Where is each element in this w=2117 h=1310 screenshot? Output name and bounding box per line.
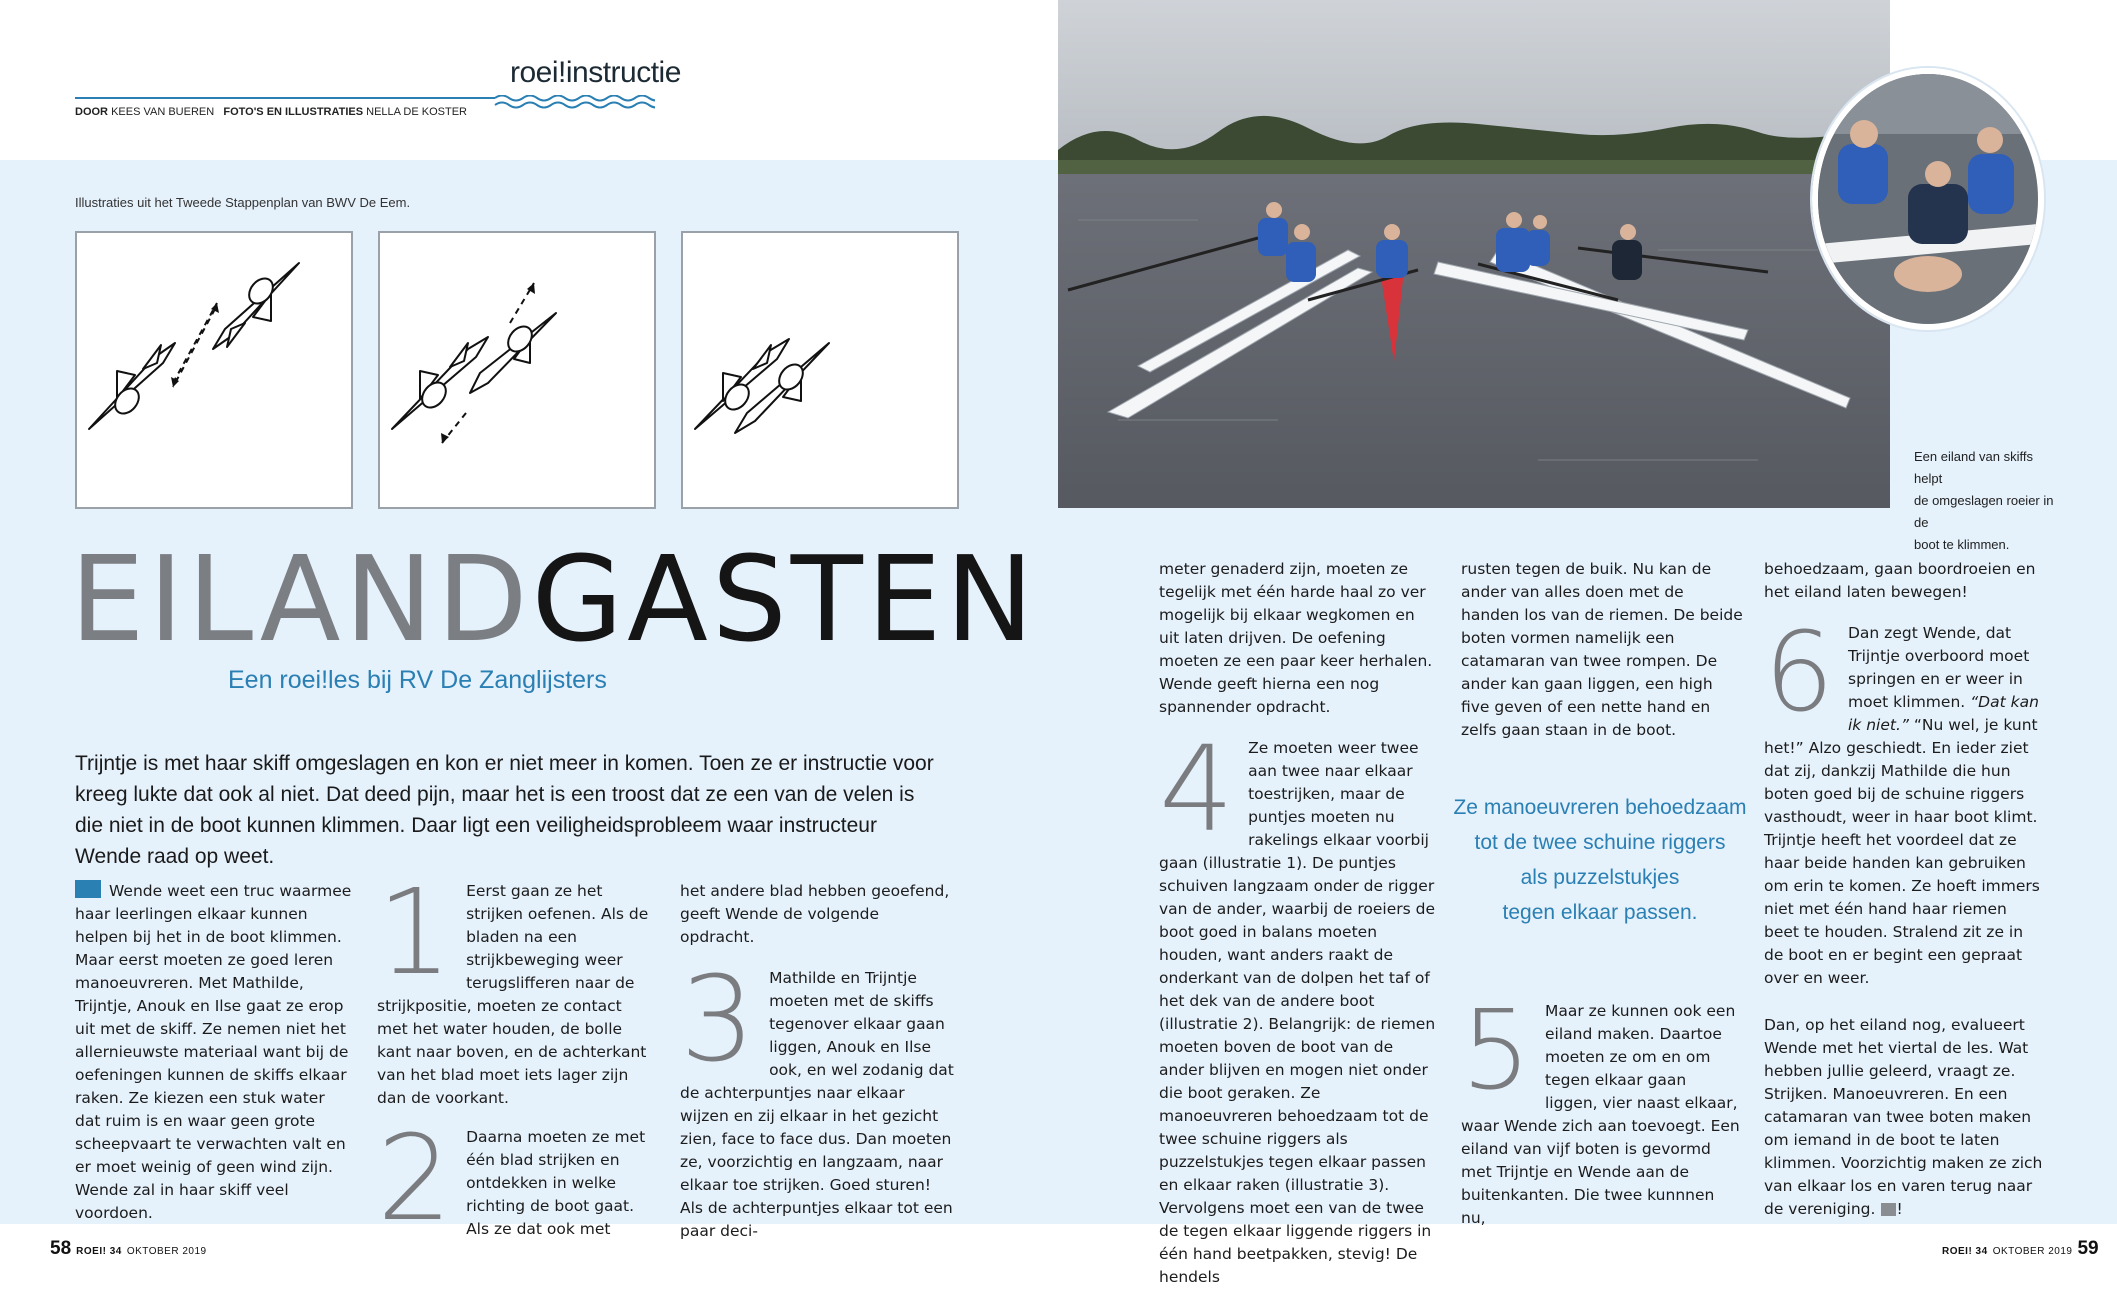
illustration-1 bbox=[75, 231, 353, 509]
magazine-name-left: ROEI! 34 bbox=[76, 1246, 122, 1257]
step-4-number: 4 bbox=[1159, 720, 1235, 858]
column-6 bbox=[1764, 558, 2046, 1221]
photo-caption bbox=[1914, 446, 2064, 556]
article-title-part2: GASTEN bbox=[531, 530, 1038, 668]
page-number-right: 59 bbox=[2077, 1238, 2099, 1259]
column-1-text bbox=[75, 880, 355, 1225]
footer-right bbox=[1942, 1238, 2099, 1260]
step-3-number: 3 bbox=[680, 950, 756, 1088]
article-title-part1: EILAND bbox=[70, 530, 532, 668]
footer-left bbox=[50, 1238, 207, 1260]
page-number-left: 58 bbox=[50, 1238, 72, 1259]
step-6-text-b: “Nu wel, je kunt het!” Alzo geschiedt. En ieder ziet dat zij, dankzij Mathilde die hun boten goed bij de schuine riggers vasthoudt, weer in haar boot klimt. Trijntje heeft het voordeel dat ze haar beide handen kan gebruiken om erin te komen. Ze hoeft immers niet met één hand haar riemen beet te houden. Stralend zit ze in de boot en er begint een gepraat over en weer. bbox=[1764, 716, 2040, 987]
pull-quote-line: tegen elkaar passen. bbox=[1502, 901, 1698, 924]
article-intro: Trijntje is met haar skiff omgeslagen en kon er niet meer in komen. Toen ze er instructie voor kreeg lukte dat ook al niet. Dat deed pijn, maar het is een troost dat ze een van de velen is die niet in de boot kunnen klimmen. Daar ligt een veiligheidsprobleem waar instructeur Wende raad op weet. bbox=[75, 752, 934, 868]
pull-quote-line: als puzzelstukjes bbox=[1520, 866, 1680, 889]
byline-author: KEES VAN BUEREN bbox=[111, 106, 215, 118]
column-1-paragraph: Wende weet een truc waarmee haar leerlingen elkaar kunnen helpen bij het in de boot klimmen. Maar eerst moeten ze goed leren manoeuvreren. Met Mathilde, Trijntje, Anouk en Ilse gaat ze erop uit met de skiff. Ze nemen niet het allernieuwste materiaal want bij de oefeningen kunnen de skiffs elkaar raken. Ze kiezen een stuk water dat ruim is en waar geen grote scheepvaart te verwachten valt en er moet weinig of geen wind zijn. Wende zal in haar skiff veel voordoen. bbox=[75, 882, 352, 1222]
column-3-top: het andere blad hebben geoefend, geeft Wende de volgende opdracht. bbox=[680, 882, 950, 946]
step-5-text: Maar ze kunnen ook een eiland maken. Daartoe moeten ze om en om tegen elkaar gaan liggen, vier naast elkaar, waar Wende zich aan toevoegt. Een eiland van vijf boten is gevormd met Trijntje en Wende aan de buitenkanten. Die twee kunnnen nu, bbox=[1461, 1002, 1740, 1227]
step-2 bbox=[377, 1109, 653, 1247]
step-3 bbox=[680, 950, 956, 1243]
column-5-top: rusten tegen de buik. Nu kan de ander van alles doen met de handen los van de riemen. De beide boten vormen namelijk een catamaran van twee rompen. De ander kan gaan liggen, een high five geven of een nette hand en zelfs gaan staan in de boot. bbox=[1461, 560, 1743, 739]
article-title bbox=[70, 530, 1038, 668]
rowing-photo-drawing bbox=[1058, 0, 1890, 508]
column-4 bbox=[1159, 558, 1437, 1289]
step-2-number: 2 bbox=[377, 1109, 453, 1247]
byline-photographer: NELLA DE KOSTER bbox=[366, 106, 467, 118]
photo-caption-line: Een eiland van skiffs helpt bbox=[1914, 449, 2033, 486]
step-6-number: 6 bbox=[1764, 608, 1834, 736]
step-1-text: Eerst gaan ze het strijken oefenen. Als de bladen na een strijkbeweging weer terugslifferen naar de strijkpositie, moeten ze contact met het water houden, de bolle kant naar boven, en de achterkant van het blad moet iets lager zijn dan de voorkant. bbox=[377, 882, 649, 1107]
wave-icon bbox=[75, 880, 101, 898]
step-1 bbox=[377, 863, 653, 1110]
step-5-number: 5 bbox=[1461, 986, 1531, 1114]
pull-quote-line: Ze manoeuvreren behoedzaam bbox=[1453, 796, 1747, 819]
closing-end: ! bbox=[1896, 1200, 1903, 1218]
byline-photos-label: FOTO'S EN ILLUSTRATIES bbox=[223, 106, 364, 118]
column-3 bbox=[680, 880, 956, 1243]
column-2 bbox=[377, 863, 653, 1247]
closing-paragraph bbox=[1764, 1014, 2046, 1221]
byline bbox=[75, 106, 467, 118]
illustration-3 bbox=[681, 231, 959, 509]
column-5-bottom bbox=[1461, 986, 1743, 1230]
step-4 bbox=[1159, 720, 1437, 1289]
column-1 bbox=[75, 880, 355, 1225]
photo-caption-line: de omgeslagen roeier in de bbox=[1914, 493, 2054, 530]
column-6-top: behoedzaam, gaan boordroeien en het eiland laten bewegen! bbox=[1764, 560, 2036, 601]
illustrations-caption: Illustraties uit het Tweede Stappenplan van BWV De Eem. bbox=[75, 195, 411, 210]
step-6-quote: “Dat kan ik niet.” bbox=[1848, 693, 2039, 734]
step-6 bbox=[1764, 608, 2046, 990]
inset-photo-drawing bbox=[1818, 74, 2038, 324]
photo-caption-line: boot te klimmen. bbox=[1914, 537, 2010, 552]
column-5 bbox=[1461, 558, 1743, 742]
magazine-name-right: ROEI! 34 bbox=[1942, 1246, 1988, 1257]
illustration-1-drawing bbox=[77, 233, 351, 507]
step-5 bbox=[1461, 986, 1743, 1230]
end-mark-icon bbox=[1881, 1203, 1896, 1216]
article-subtitle: Een roei!les bij RV De Zanglijsters bbox=[228, 666, 607, 694]
column-4-top: meter genaderd zijn, moeten ze tegelijk met één harde haal zo ver mogelijk bij elkaar wegkomen en uit laten drijven. De oefening moeten ze een paar keer herhalen. Wende geeft hierna een nog spannender opdracht. bbox=[1159, 560, 1433, 716]
byline-door-label: DOOR bbox=[75, 106, 108, 118]
illustration-3-drawing bbox=[683, 233, 957, 507]
inset-photo bbox=[1812, 68, 2044, 330]
step-3-text: Mathilde en Trijntje moeten met de skiffs tegenover elkaar gaan liggen, Anouk en Ilse ook, en wel zodanig dat de achterpuntjes naar elkaar wijzen en zij elkaar in het gezicht zien, face to face dus. Dan moeten ze, voorzichtig en langzaam, naar elkaar toe strijken. Goed sturen! Als de achterpuntjes elkaar tot een paar deci- bbox=[680, 969, 954, 1240]
illustration-2-drawing bbox=[380, 233, 654, 507]
rowing-photo bbox=[1058, 0, 1890, 508]
illustration-2 bbox=[378, 231, 656, 509]
pull-quote-line: tot de twee schuine riggers bbox=[1474, 831, 1726, 854]
step-1-number: 1 bbox=[377, 863, 453, 1001]
step-2-text: Daarna moeten ze met één blad strijken en ontdekken in welke richting de boot gaat. Als ze dat ook met bbox=[466, 1128, 646, 1238]
closing-text: Dan, op het eiland nog, evalueert Wende met het viertal de les. Wat hebben jullie geleerd, vraagt ze. Strijken. Manoeuvreren. En een catamaran van twee boten maken om iemand in de boot te laten klimmen. Voorzichtig maken ze zich van elkaar los en varen terug naar de vereniging. bbox=[1764, 1016, 2043, 1218]
issue-right: OKTOBER 2019 bbox=[1992, 1246, 2073, 1257]
step-4-text: Ze moeten weer twee aan twee naar elkaar toestrijken, maar de puntjes moeten nu rakelings elkaar voorbij gaan (illustratie 1). De puntjes schuiven langzaam onder de rigger van de ander, waarbij de roeiers de boot goed in balans moeten houden, want anders raakt de onderkant van de dolpen het taf of het dek van de andere boot (illustratie 2). Belangrijk: de riemen moeten boven de boot van de ander blijven en mogen niet onder die boot geraken. Ze manoeuvreren behoedzaam tot de twee schuine riggers als puzzelstukjes tegen elkaar passen en elkaar raken (illustratie 3). Vervolgens moet een van de twee de tegen elkaar liggende riggers in één hand beetpakken, stevig! De hendels bbox=[1159, 739, 1436, 1286]
step-6-text-a: Dan zegt Wende, dat Trijntje overboord moet springen en er weer in moet klimmen. bbox=[1848, 624, 2030, 711]
section-label: roei!instructie bbox=[510, 56, 681, 89]
issue-left: OKTOBER 2019 bbox=[126, 1246, 207, 1257]
pull-quote bbox=[1446, 790, 1754, 930]
